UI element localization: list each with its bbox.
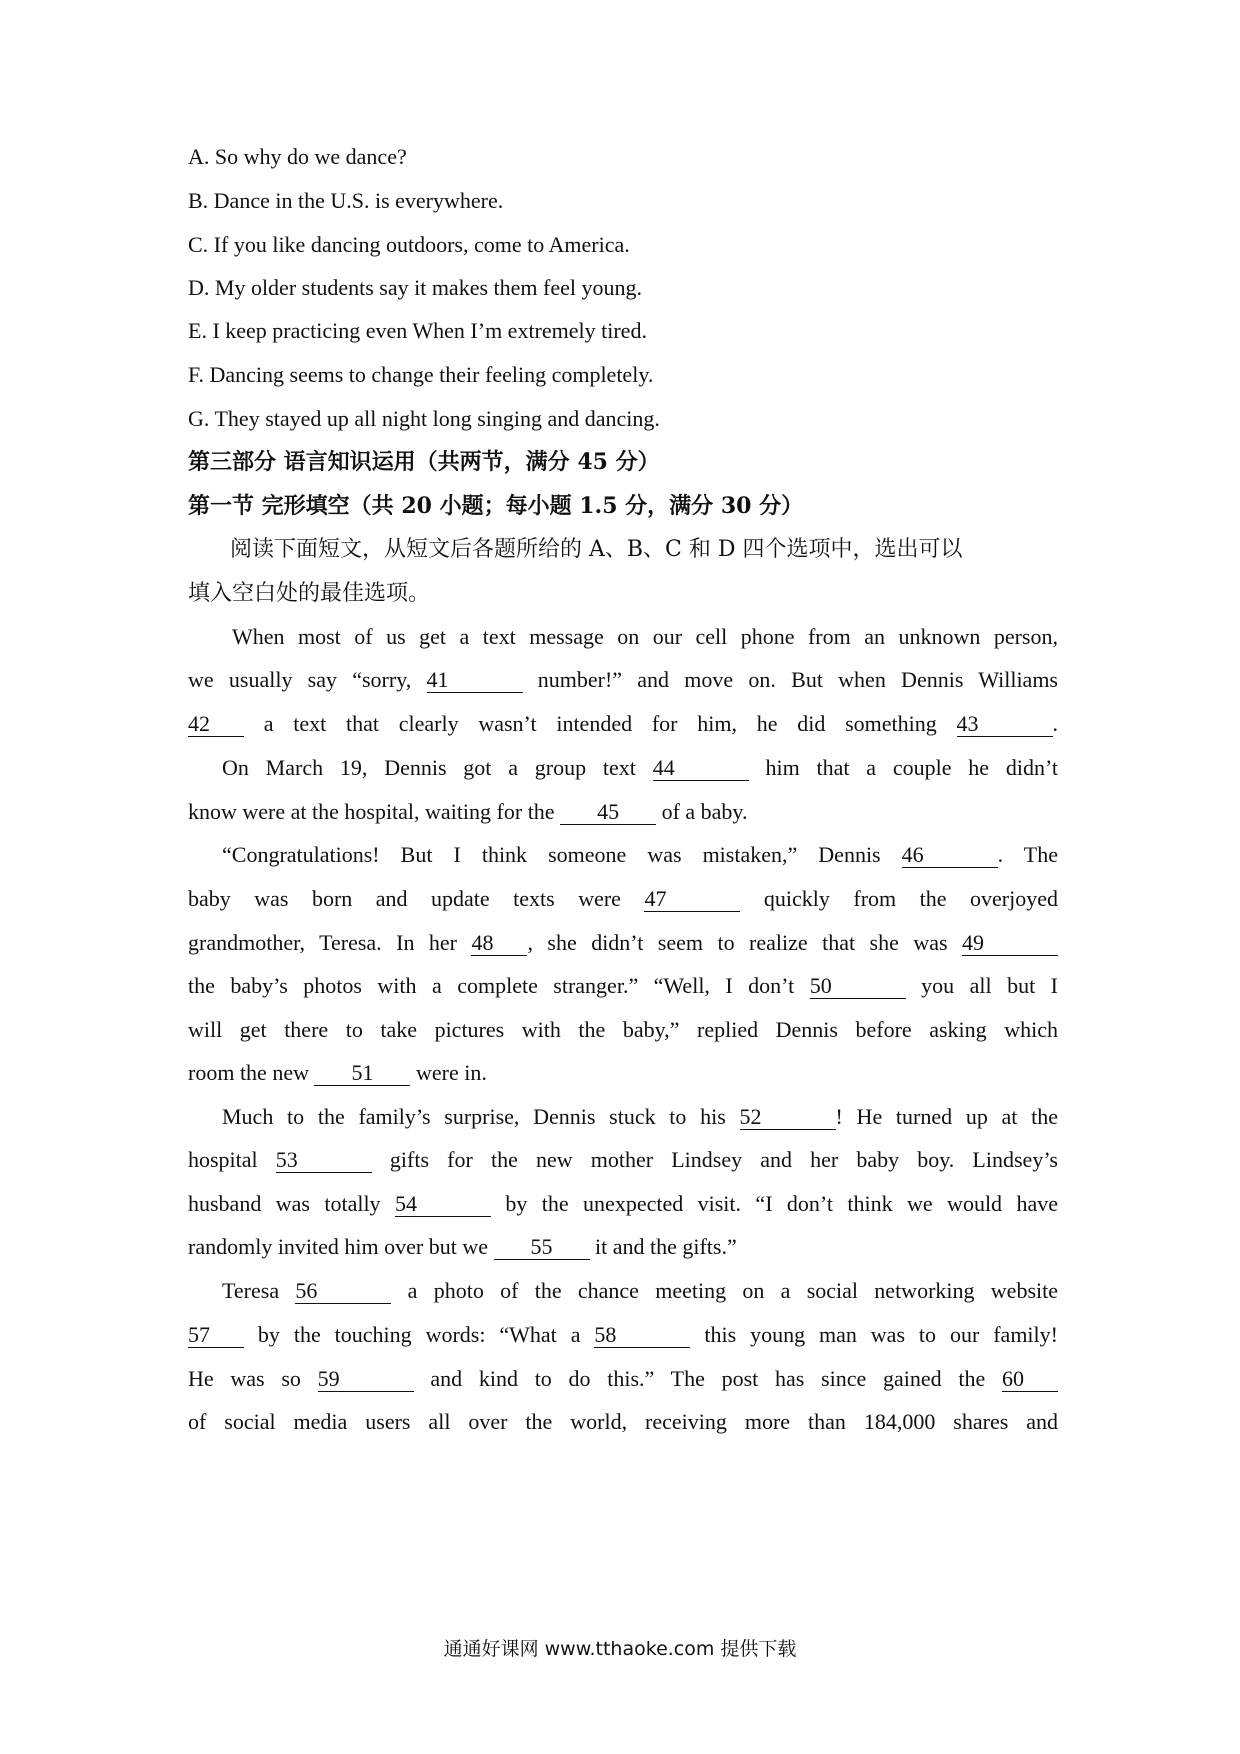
passage-text: will get there to take pictures with the baby,” replied Dennis before asking which (188, 1017, 1058, 1042)
passage-line (188, 665, 1058, 695)
passage-text: randomly invited him over but we (188, 1234, 494, 1259)
passage-text: this young man was to our family! (690, 1322, 1058, 1347)
passage-text: On March 19, Dennis got a group text (222, 755, 653, 780)
passage-text: Much to the family’s surprise, Dennis stuck to his (222, 1104, 740, 1129)
passage-text: When most of us get a text message on our cell phone from an unknown person, (232, 624, 1058, 649)
passage-line (222, 1276, 1058, 1306)
passage-text: grandmother, Teresa. In her (188, 930, 472, 955)
option-a: A. So why do we dance? (188, 144, 407, 169)
passage-text: of a baby. (656, 799, 748, 824)
option-c: C. If you like dancing outdoors, come to America. (188, 232, 630, 257)
passage-text: a text that clearly wasn’t intended for him, he did something (244, 711, 957, 736)
option-g: G. They stayed up all night long singing and dancing. (188, 406, 660, 431)
passage-text: you all but I (905, 973, 1058, 998)
passage-text: we usually say “sorry, (188, 667, 427, 692)
passage-line (188, 1015, 1058, 1045)
blank-50[interactable]: 50 (810, 974, 906, 999)
passage-text: . The (997, 842, 1058, 867)
instructions-line-2: 填入空白处的最佳选项。 (188, 581, 431, 606)
passage-text: . (1052, 711, 1058, 736)
blank-59[interactable]: 59 (318, 1367, 414, 1392)
passage-text: the baby’s photos with a complete stranger.” “Well, I don’t (188, 973, 810, 998)
instructions-line-1: 阅读下面短文，从短文后各题所给的 A、B、C 和 D 四个选项中，选出可以 (230, 537, 963, 562)
option-b: B. Dance in the U.S. is everywhere. (188, 188, 504, 213)
blank-57[interactable]: 57 (188, 1323, 244, 1348)
passage-text: ! He turned up at the (835, 1104, 1059, 1129)
passage-text: husband was totally (188, 1191, 395, 1216)
blank-53[interactable]: 53 (276, 1148, 372, 1173)
blank-49[interactable]: 49 (962, 931, 1058, 956)
passage-line (188, 1058, 487, 1088)
passage-text: room the new (188, 1060, 315, 1085)
passage-text: were in. (410, 1060, 487, 1085)
passage-text: number!” and move on. But when Dennis Williams (522, 667, 1058, 692)
blank-56[interactable]: 56 (295, 1279, 391, 1304)
passage-text: him that a couple he didn’t (748, 755, 1058, 780)
passage-text: by the touching words: “What a (244, 1322, 595, 1347)
passage-line (222, 840, 1058, 870)
passage-line (188, 1407, 1058, 1437)
blank-45[interactable]: 45 (560, 800, 656, 825)
blank-42[interactable]: 42 (188, 712, 244, 737)
blank-46[interactable]: 46 (902, 843, 998, 868)
blank-47[interactable]: 47 (644, 887, 740, 912)
blank-58[interactable]: 58 (594, 1323, 690, 1348)
passage-text: baby was born and update texts were (188, 886, 645, 911)
blank-52[interactable]: 52 (740, 1105, 836, 1130)
blank-60[interactable]: 60 (1002, 1367, 1058, 1392)
blank-41[interactable]: 41 (427, 668, 523, 693)
blank-55[interactable]: 55 (494, 1235, 590, 1260)
passage-text: , she didn’t seem to realize that she was (527, 930, 962, 955)
passage-text: know were at the hospital, waiting for the (188, 799, 561, 824)
passage-text: of social media users all over the world, receiving more than 184,000 shares and (188, 1409, 1058, 1434)
passage-line (188, 1145, 1058, 1175)
blank-48[interactable]: 48 (471, 931, 527, 956)
passage-line (188, 1189, 1058, 1219)
passage-text: a photo of the chance meeting on a social networking website (391, 1278, 1058, 1303)
section1-title: 第一节 完形填空（共 20 小题；每小题 1.5 分，满分 30 分） (188, 493, 804, 519)
blank-43[interactable]: 43 (957, 712, 1053, 737)
passage-text: He was so (188, 1366, 318, 1391)
passage-text: it and the gifts.” (589, 1234, 737, 1259)
passage-line (188, 971, 1058, 1001)
passage-text: by the unexpected visit. “I don’t think we would have (490, 1191, 1058, 1216)
blank-54[interactable]: 54 (395, 1192, 491, 1217)
blank-44[interactable]: 44 (653, 756, 749, 781)
option-f: F. Dancing seems to change their feeling completely. (188, 362, 654, 387)
option-d: D. My older students say it makes them feel young. (188, 275, 642, 300)
passage-line (188, 928, 1058, 958)
part3-title: 第三部分 语言知识运用（共两节，满分 45 分） (188, 449, 660, 475)
passage-text: gifts for the new mother Lindsey and her baby boy. Lindsey’s (371, 1147, 1058, 1172)
passage-text: quickly from the overjoyed (740, 886, 1058, 911)
page-footer: 通通好课网 www.tthaoke.com 提供下载 (443, 1638, 797, 1660)
passage-line (222, 1102, 1058, 1132)
passage-line (188, 1364, 1058, 1394)
passage-text: Teresa (222, 1278, 296, 1303)
passage-line (188, 1320, 1058, 1350)
option-e: E. I keep practicing even When I’m extremely tired. (188, 318, 647, 343)
passage-line (188, 1232, 737, 1262)
passage-line (222, 753, 1058, 783)
passage-line (188, 884, 1058, 914)
passage-line (188, 797, 748, 827)
passage-line (188, 709, 1058, 739)
passage-text: hospital (188, 1147, 276, 1172)
passage-line (232, 622, 1058, 652)
blank-51[interactable]: 51 (314, 1061, 410, 1086)
passage-text: and kind to do this.” The post has since gained the (413, 1366, 1002, 1391)
passage-text: “Congratulations! But I think someone was mistaken,” Dennis (222, 842, 902, 867)
